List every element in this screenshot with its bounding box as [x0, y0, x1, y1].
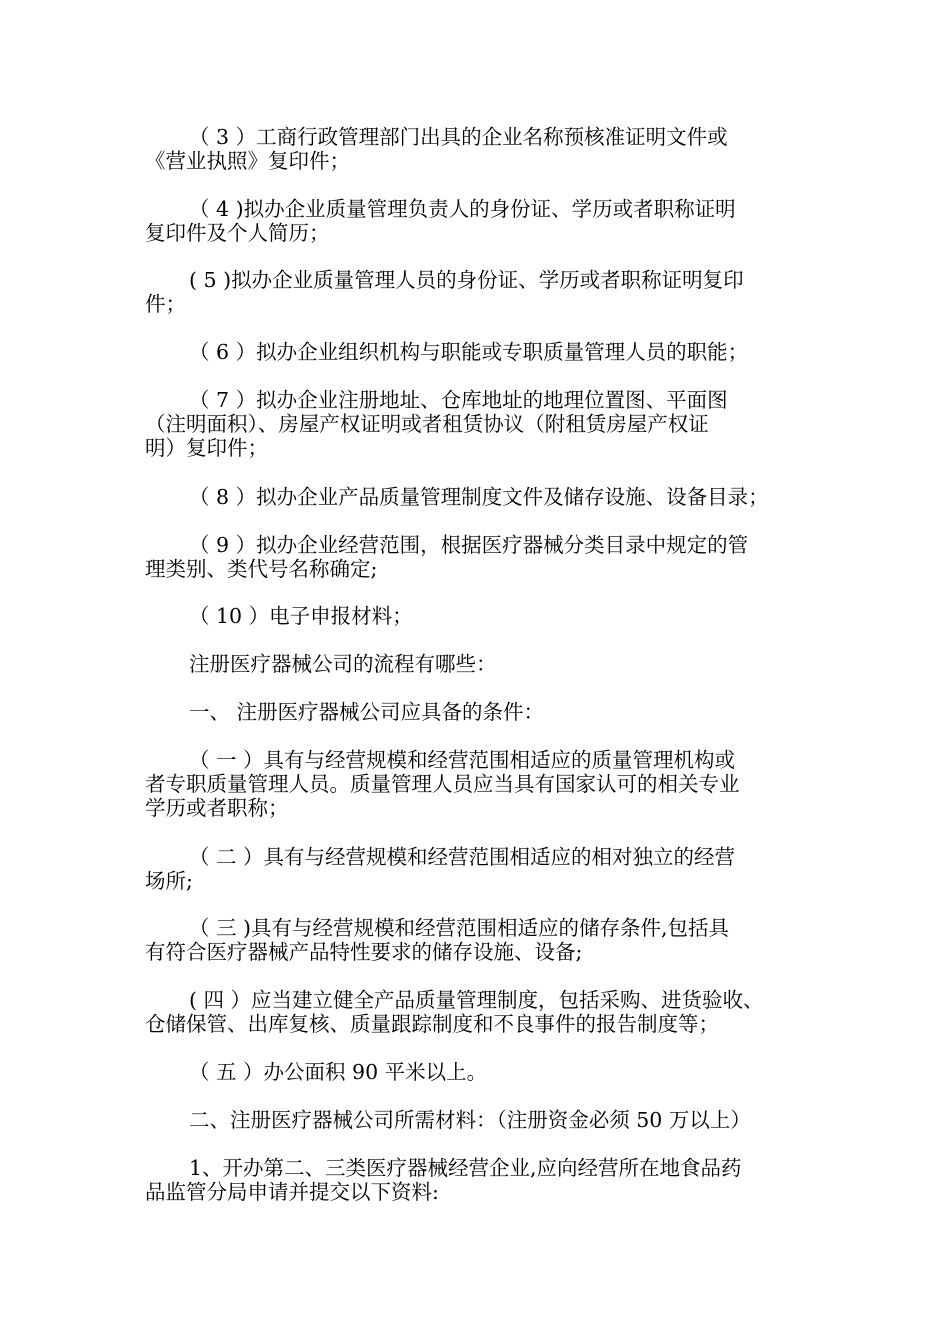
paragraph-item-4 [145, 197, 825, 245]
paragraph-line: 仓储保管、出库复核、质量跟踪制度和不良事件的报告制度等； [145, 1012, 719, 1036]
paragraph-line: （ 10 ）电子申报材料； [189, 604, 413, 628]
paragraph-line: 二、注册医疗器械公司所需材料：（注册资金必须 50 万以上） [189, 1108, 751, 1132]
paragraph-line: 1、开办第二、三类医疗器械经营企业,应向经营所在地食品药 [189, 1156, 742, 1180]
paragraph-line: 注册医疗器械公司的流程有哪些： [189, 652, 497, 676]
paragraph-line: 有符合医疗器械产品特性要求的储存设施、设备; [145, 940, 583, 964]
paragraph-line: 学历或者职称； [145, 796, 289, 820]
paragraph-item-6 [145, 340, 825, 364]
paragraph-line: 明）复印件； [145, 436, 268, 460]
paragraph-line: （ 二 ）具有与经营规模和经营范围相适应的相对独立的经营 [189, 845, 736, 869]
paragraph-item-5 [145, 268, 825, 316]
paragraph-line: （ 五 ）办公面积 90 平米以上。 [189, 1060, 488, 1084]
paragraph-line: 件； [145, 292, 186, 316]
paragraph-line: 《营业执照》复印件； [145, 149, 350, 173]
paragraph-line: （ 7 ）拟办企业注册地址、仓库地址的地理位置图、平面图 [189, 388, 728, 412]
paragraph-item-7 [145, 388, 825, 460]
paragraph-item-3 [145, 125, 825, 173]
section-intro [145, 652, 825, 676]
paragraph-line: （ 9 ）拟办企业经营范围，根据医疗器械分类目录中规定的管 [189, 533, 749, 557]
paragraph-line: 者专职质量管理人员。质量管理人员应当具有国家认可的相关专业 [145, 772, 740, 796]
section-heading-1 [145, 700, 825, 724]
paragraph-line: （ 4 )拟办企业质量管理负责人的身份证、学历或者职称证明 [189, 197, 736, 221]
paragraph-line: 复印件及个人简历； [145, 221, 330, 245]
paragraph-item-10 [145, 604, 825, 628]
paragraph-line: 理类别、类代号名称确定; [145, 557, 378, 581]
condition-item-3 [145, 916, 825, 964]
section-heading-2 [145, 1108, 825, 1132]
paragraph-item-9 [145, 533, 825, 581]
condition-item-4 [145, 988, 825, 1036]
paragraph-line: （ 6 ）拟办企业组织机构与职能或专职质量管理人员的职能； [189, 340, 749, 364]
paragraph-line: 一、 注册医疗器械公司应具备的条件： [189, 700, 545, 724]
condition-item-2 [145, 845, 825, 893]
paragraph-line: （ 一 ）具有与经营规模和经营范围相适应的质量管理机构或 [189, 748, 736, 772]
paragraph-item-8 [145, 485, 825, 509]
condition-item-1 [145, 748, 825, 820]
condition-item-5 [145, 1060, 825, 1084]
paragraph-line: （ 8 ）拟办企业产品质量管理制度文件及储存设施、设备目录； [189, 485, 769, 509]
paragraph-line: （ 3 ）工商行政管理部门出具的企业名称预核准证明文件或 [189, 125, 728, 149]
material-item-1 [145, 1156, 825, 1204]
paragraph-line: 品监管分局申请并提交以下资料: [145, 1180, 439, 1204]
paragraph-line: ( 四 ）应当建立健全产品质量管理制度，包括采购、进货验收、 [189, 988, 764, 1012]
paragraph-line: （ 三 )具有与经营规模和经营范围相适应的储存条件,包括具 [189, 916, 730, 940]
paragraph-line: ( 5 )拟办企业质量管理人员的身份证、学历或者职称证明复印 [189, 268, 744, 292]
paragraph-line: 场所; [145, 869, 193, 893]
paragraph-line: （注明面积）、房屋产权证明或者租赁协议（附租赁房屋产权证 [145, 412, 709, 436]
